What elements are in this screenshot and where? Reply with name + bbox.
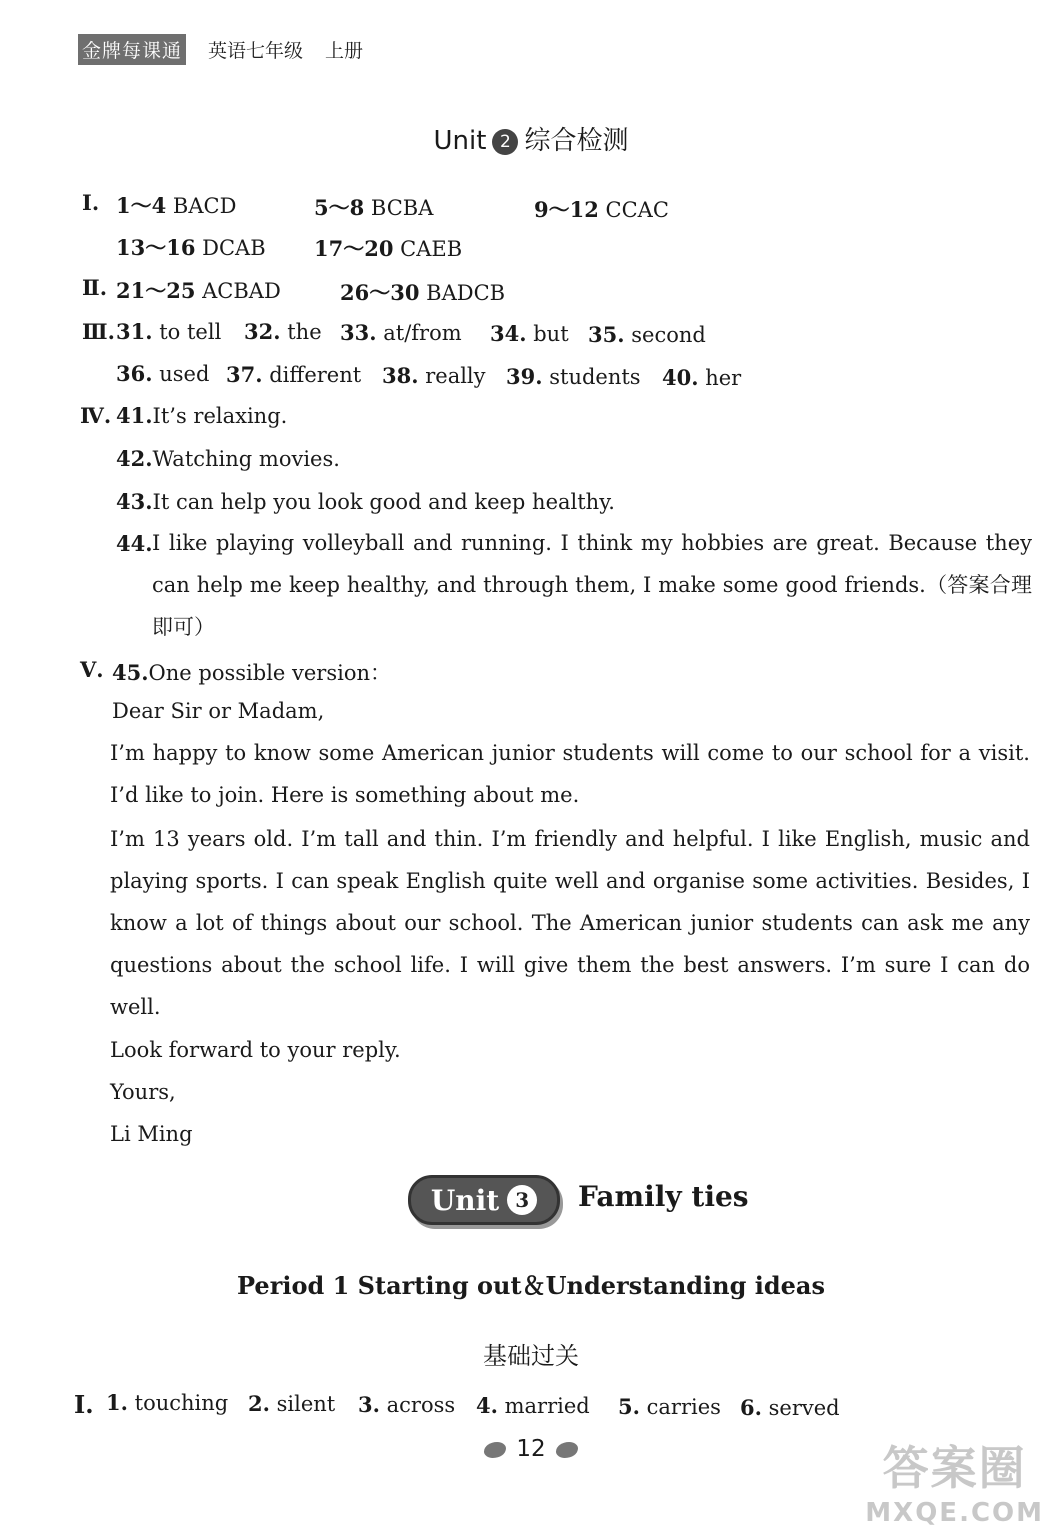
section3-roman: Ⅲ. bbox=[82, 319, 115, 344]
s6-item-6: 6. served bbox=[740, 1395, 840, 1420]
letter-paragraph-1: I’m happy to know some American junior students will come to our school for a visit. I’d like to join. Here is something about me. bbox=[110, 741, 1030, 807]
s1-group-4: 13～16 DCAB bbox=[116, 235, 266, 260]
section2-roman: Ⅱ. bbox=[82, 275, 108, 300]
s3-item-37: 37. different bbox=[226, 362, 362, 387]
basic-section-title: 基础过关 bbox=[483, 1342, 579, 1370]
s4-item-42: 42.Watching movies. bbox=[116, 446, 340, 471]
section6-roman: Ⅰ. bbox=[74, 1390, 94, 1419]
section5-roman: Ⅴ. bbox=[80, 657, 104, 682]
s3-item-33: 33. at/from bbox=[340, 320, 462, 345]
s5-intro: 45.One possible version： bbox=[112, 660, 392, 685]
unit2-heading bbox=[0, 120, 1062, 157]
section4-roman: Ⅳ. bbox=[80, 403, 112, 428]
s2-group-2: 26～30 BADCB bbox=[340, 280, 506, 305]
s6-item-5: 5. carries bbox=[618, 1394, 721, 1419]
s3-item-38: 38. really bbox=[382, 363, 486, 388]
unit3-title: Family ties bbox=[578, 1180, 749, 1213]
unit2-prefix: Unit bbox=[433, 126, 487, 156]
letter-greeting: Dear Sir or Madam, bbox=[112, 699, 325, 723]
s3-item-35: 35. second bbox=[588, 322, 706, 347]
s3-item-36: 36. used bbox=[116, 361, 210, 386]
s4-item-44-text: I like playing volleyball and running. I think my hobbies are great. Because they can help me keep healthy, and through them, I make some good friends.（答案合理即可） bbox=[152, 531, 1032, 639]
s3-item-31: 31. to tell bbox=[116, 319, 222, 344]
s1-group-5: 17～20 CAEB bbox=[314, 236, 463, 261]
letter-yours: Yours, bbox=[110, 1080, 176, 1104]
watermark-top: 答案圈 bbox=[882, 1441, 1027, 1495]
watermark-bottom: MXQE.COM bbox=[865, 1498, 1044, 1528]
s3-item-39: 39. students bbox=[506, 364, 641, 389]
s4-item-43: 43.It can help you look good and keep healthy. bbox=[116, 489, 615, 514]
s2-group-1: 21～25 ACBAD bbox=[116, 278, 281, 303]
s1-group-3: 9～12 CCAC bbox=[534, 197, 669, 222]
volume-label: 上册 bbox=[325, 40, 364, 62]
s6-item-3: 3. across bbox=[358, 1392, 456, 1417]
unit2-number: 2 bbox=[492, 129, 518, 155]
s4-item-41: 41.It’s relaxing. bbox=[116, 403, 288, 428]
unit3-badge bbox=[408, 1175, 560, 1225]
brand-label: 金牌每课通 bbox=[78, 34, 186, 65]
leaf-icon bbox=[484, 1442, 506, 1458]
s4-item-44-num: 44. bbox=[116, 531, 153, 556]
letter-paragraph-2: I’m 13 years old. I’m tall and thin. I’m friendly and helpful. I like English, music and playing sports. I can speak English quite well and organise some activities. Besides, I know a lot of things about our school. The American junior students can ask me any questions about the school life. I will give them the best answers. I’m sure I can do well. bbox=[110, 827, 1030, 1019]
letter-signature: Li Ming bbox=[110, 1122, 193, 1146]
s3-item-34: 34. but bbox=[490, 321, 569, 346]
page-number: 12 bbox=[516, 1436, 546, 1462]
s3-item-40: 40. her bbox=[662, 365, 742, 390]
unit3-number: 3 bbox=[507, 1185, 537, 1215]
leaf-icon bbox=[556, 1442, 578, 1458]
s6-item-1: 1. touching bbox=[106, 1390, 229, 1415]
s3-item-32: 32. the bbox=[244, 319, 322, 344]
s6-item-2: 2. silent bbox=[248, 1391, 336, 1416]
s1-group-2: 5～8 BCBA bbox=[314, 195, 434, 220]
subject-label: 英语七年级 bbox=[208, 40, 304, 62]
s6-item-4: 4. married bbox=[476, 1393, 590, 1418]
letter-closing: Look forward to your reply. bbox=[110, 1038, 401, 1062]
period-heading: Period 1 Starting out＆Understanding ideas bbox=[237, 1271, 825, 1300]
s1-group-1: 1～4 BACD bbox=[116, 193, 237, 218]
watermark bbox=[865, 1432, 1044, 1528]
page-header bbox=[78, 34, 363, 65]
unit3-prefix: Unit bbox=[430, 1183, 500, 1217]
section1-roman: Ⅰ. bbox=[82, 190, 100, 215]
unit2-title: 综合检测 bbox=[524, 126, 629, 156]
